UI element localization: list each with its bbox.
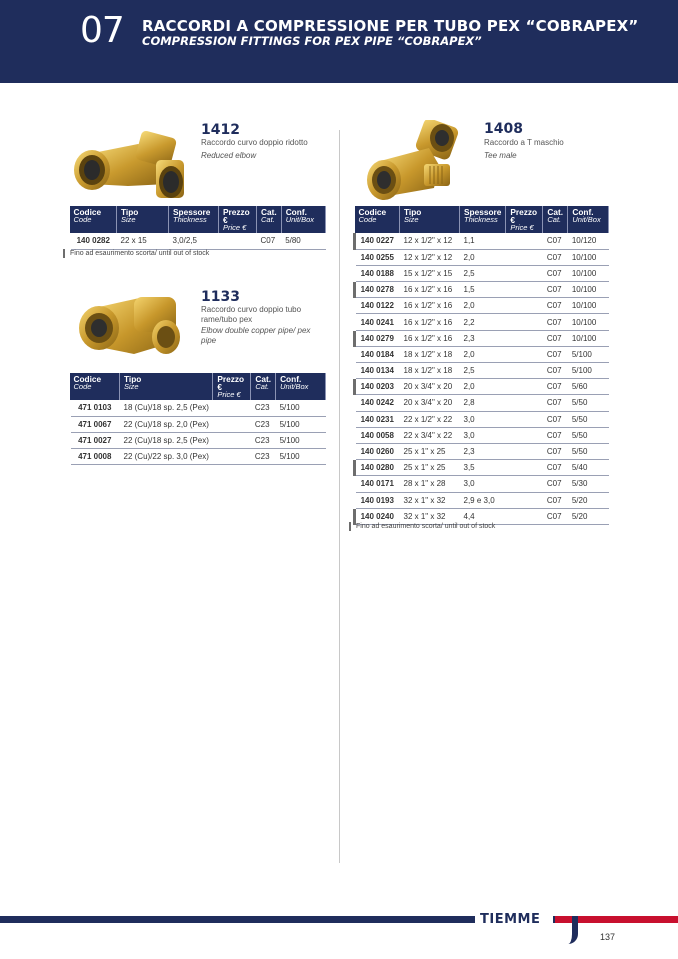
cell-size: 25 x 1" x 25 [400, 460, 460, 476]
cell-code: 471 0008 [70, 449, 120, 465]
cell-size: 22 (Cu)/22 sp. 3,0 (Pex) [120, 449, 213, 465]
brand-curve [556, 916, 578, 944]
cell-code: 140 0184 [355, 346, 400, 362]
cell-code: 140 0231 [355, 411, 400, 427]
table-row [70, 233, 326, 249]
col-header-size: Tipo Size [117, 206, 169, 233]
cell-size: 20 x 3/4" x 20 [400, 395, 460, 411]
cell-cat: C23 [251, 416, 276, 432]
cell-thickness: 2,5 [460, 265, 506, 281]
table-row [355, 395, 609, 411]
cell-box: 10/100 [568, 282, 609, 298]
col-header-code: Codice Code [70, 206, 117, 233]
cell-code: 140 0280 [355, 460, 400, 476]
cell-thickness: 2,0 [460, 346, 506, 362]
col-header-cat: Cat. Cat. [257, 206, 282, 233]
cell-cat: C07 [543, 443, 568, 459]
cell-box: 5/100 [276, 400, 326, 416]
cell-code: 471 0027 [70, 432, 120, 448]
cell-code: 140 0134 [355, 363, 400, 379]
col-header-box: Conf. Unit/Box [568, 206, 609, 233]
cell-size: 16 x 1/2" x 16 [400, 330, 460, 346]
cell-size: 20 x 3/4" x 20 [400, 379, 460, 395]
cell-size: 16 x 1/2" x 16 [400, 314, 460, 330]
table-row [355, 346, 609, 362]
cell-box: 10/100 [568, 330, 609, 346]
cell-thickness: 1,5 [460, 282, 506, 298]
col-header-size: Tipo Size [120, 373, 213, 400]
cell-price [506, 249, 543, 265]
cell-code: 140 0255 [355, 249, 400, 265]
cell-size: 22 (Cu)/18 sp. 2,0 (Pex) [120, 416, 213, 432]
table-row [355, 492, 609, 508]
cell-code: 140 0193 [355, 492, 400, 508]
cell-thickness: 3,0 [460, 476, 506, 492]
cell-code: 140 0278 [355, 282, 400, 298]
reduced-elbow-image [68, 124, 190, 202]
cell-price [506, 395, 543, 411]
product-table-1408 [353, 206, 609, 525]
cell-size: 22 x 15 [117, 233, 169, 249]
cell-price [213, 400, 251, 416]
cell-code: 140 0242 [355, 395, 400, 411]
cell-price [506, 233, 543, 249]
cell-size: 22 (Cu)/18 sp. 2,5 (Pex) [120, 432, 213, 448]
cell-code: 140 0122 [355, 298, 400, 314]
cell-price [219, 233, 257, 249]
table-row [355, 427, 609, 443]
cell-box: 10/100 [568, 249, 609, 265]
cell-price [506, 443, 543, 459]
cell-size: 18 (Cu)/18 sp. 2,5 (Pex) [120, 400, 213, 416]
product-description-en: Reduced elbow [201, 151, 257, 160]
cell-cat: C07 [543, 460, 568, 476]
cell-size: 16 x 1/2" x 16 [400, 298, 460, 314]
col-header-size: Tipo Size [400, 206, 460, 233]
cell-box: 5/30 [568, 476, 609, 492]
product-code: 1412 [201, 122, 240, 138]
cell-box: 10/100 [568, 314, 609, 330]
section-title-en: COMPRESSION FITTINGS FOR PEX PIPE “COBRAPEX” [142, 34, 482, 48]
cell-price [506, 346, 543, 362]
product-description-it: Raccordo a T maschio [484, 138, 564, 147]
column-divider [339, 130, 340, 863]
cell-code: 140 0279 [355, 330, 400, 346]
cell-cat: C07 [543, 233, 568, 249]
cell-box: 5/50 [568, 443, 609, 459]
cell-thickness: 3,0/2,5 [169, 233, 219, 249]
cell-code: 140 0203 [355, 379, 400, 395]
cell-price [506, 492, 543, 508]
cell-cat: C07 [543, 314, 568, 330]
cell-code: 140 0240 [355, 508, 400, 524]
table-header-row [70, 206, 326, 233]
table-row [355, 363, 609, 379]
cell-price [506, 411, 543, 427]
cell-size: 28 x 1" x 28 [400, 476, 460, 492]
cell-price [506, 265, 543, 281]
chapter-number: 07 [80, 10, 124, 51]
table-header-row [355, 206, 609, 233]
product-table-1133 [68, 373, 326, 465]
product-code: 1133 [201, 289, 240, 305]
cell-cat: C07 [543, 427, 568, 443]
cell-size: 15 x 1/2" x 15 [400, 265, 460, 281]
table-row [355, 298, 609, 314]
cell-box: 5/20 [568, 508, 609, 524]
cell-code: 140 0227 [355, 233, 400, 249]
table-row [355, 282, 609, 298]
col-header-code: Codice Code [355, 206, 400, 233]
table-row [355, 265, 609, 281]
cell-code: 140 0260 [355, 443, 400, 459]
cell-thickness: 2,9 e 3,0 [460, 492, 506, 508]
cell-thickness: 3,0 [460, 411, 506, 427]
cell-box: 5/20 [568, 492, 609, 508]
cell-cat: C07 [543, 379, 568, 395]
product-table-1412 [68, 206, 326, 250]
brand-logo: TIEMME [480, 912, 541, 927]
section-title-it: RACCORDI A COMPRESSIONE PER TUBO PEX “COBRAPEX” [142, 17, 639, 35]
stock-note: Fino ad esaurimento scorta/ until out of stock [349, 522, 495, 531]
col-header-thickness: Spessore Thickness [169, 206, 219, 233]
table-row [355, 379, 609, 395]
col-header-box: Conf. Unit/Box [276, 373, 326, 400]
product-description-en: Tee male [484, 151, 517, 160]
cell-size: 18 x 1/2" x 18 [400, 346, 460, 362]
cell-code: 471 0103 [70, 400, 120, 416]
cell-thickness: 3,5 [460, 460, 506, 476]
col-header-thickness: Spessore Thickness [460, 206, 506, 233]
cell-thickness: 1,1 [460, 233, 506, 249]
cell-price [506, 298, 543, 314]
cell-box: 5/100 [276, 416, 326, 432]
cell-cat: C07 [543, 330, 568, 346]
table-body-1408 [355, 233, 609, 524]
cell-size: 22 x 1/2" x 22 [400, 411, 460, 427]
table-header-row [70, 373, 326, 400]
cell-cat: C07 [543, 508, 568, 524]
cell-box: 10/120 [568, 233, 609, 249]
col-header-price: Prezzo € Price € [506, 206, 543, 233]
table-row [70, 449, 326, 465]
cell-box: 5/60 [568, 379, 609, 395]
cell-price [213, 449, 251, 465]
table-row [355, 476, 609, 492]
cell-code: 140 0188 [355, 265, 400, 281]
cell-thickness: 2,3 [460, 443, 506, 459]
cell-size: 18 x 1/2" x 18 [400, 363, 460, 379]
col-header-code: Codice Code [70, 373, 120, 400]
cell-price [506, 379, 543, 395]
cell-thickness: 2,0 [460, 249, 506, 265]
table-row [70, 400, 326, 416]
table-row [355, 233, 609, 249]
cell-cat: C07 [543, 411, 568, 427]
cell-box: 5/100 [568, 346, 609, 362]
cell-code: 140 0058 [355, 427, 400, 443]
cell-price [213, 416, 251, 432]
cell-box: 5/50 [568, 411, 609, 427]
cell-size: 16 x 1/2" x 16 [400, 282, 460, 298]
cell-box: 5/50 [568, 395, 609, 411]
product-description-it: Raccordo curvo doppio tubo rame/tubo pex [201, 305, 302, 324]
table-row [355, 249, 609, 265]
cell-size: 12 x 1/2" x 12 [400, 249, 460, 265]
col-header-price: Prezzo € Price € [213, 373, 251, 400]
cell-size: 12 x 1/2" x 12 [400, 233, 460, 249]
cell-thickness: 2,3 [460, 330, 506, 346]
cell-size: 32 x 1" x 32 [400, 492, 460, 508]
cell-thickness: 2,5 [460, 363, 506, 379]
col-header-box: Conf. Unit/Box [281, 206, 325, 233]
cell-cat: C07 [543, 476, 568, 492]
cell-cat: C07 [543, 363, 568, 379]
cell-box: 5/80 [281, 233, 325, 249]
cell-box: 10/100 [568, 265, 609, 281]
cell-size: 32 x 1" x 32 [400, 508, 460, 524]
cell-box: 5/100 [276, 432, 326, 448]
product-code: 1408 [484, 121, 523, 137]
cell-code: 471 0067 [70, 416, 120, 432]
cell-cat: C07 [543, 492, 568, 508]
cell-price [213, 432, 251, 448]
cell-cat: C23 [251, 449, 276, 465]
cell-cat: C07 [543, 249, 568, 265]
cell-price [506, 460, 543, 476]
cell-thickness: 3,0 [460, 427, 506, 443]
cell-price [506, 427, 543, 443]
table-row [355, 411, 609, 427]
cell-box: 5/100 [568, 363, 609, 379]
table-row [70, 416, 326, 432]
cell-price [506, 476, 543, 492]
table-row [355, 460, 609, 476]
cell-cat: C07 [543, 395, 568, 411]
cell-size: 25 x 1" x 25 [400, 443, 460, 459]
col-header-price: Prezzo € Price € [219, 206, 257, 233]
copper-pex-elbow-image [74, 292, 184, 362]
cell-size: 22 x 3/4" x 22 [400, 427, 460, 443]
cell-code: 140 0241 [355, 314, 400, 330]
cell-cat: C07 [543, 298, 568, 314]
page-number: 137 [600, 932, 616, 942]
product-description-it: Raccordo curvo doppio ridotto [201, 138, 308, 147]
cell-price [506, 363, 543, 379]
cell-price [506, 314, 543, 330]
cell-thickness: 2,0 [460, 298, 506, 314]
cell-code: 140 0282 [70, 233, 117, 249]
table-row [355, 330, 609, 346]
cell-cat: C07 [257, 233, 282, 249]
cell-price [506, 330, 543, 346]
cell-cat: C23 [251, 400, 276, 416]
page-header [0, 0, 678, 83]
cell-thickness: 2,2 [460, 314, 506, 330]
cell-price [506, 282, 543, 298]
col-header-cat: Cat. Cat. [251, 373, 276, 400]
cell-cat: C07 [543, 282, 568, 298]
table-row [355, 443, 609, 459]
footer-bar [0, 916, 555, 923]
cell-cat: C07 [543, 346, 568, 362]
cell-box: 5/50 [568, 427, 609, 443]
table-body-1133 [70, 400, 326, 465]
cell-box: 5/40 [568, 460, 609, 476]
cell-thickness: 2,8 [460, 395, 506, 411]
cell-box: 5/100 [276, 449, 326, 465]
tee-male-image [364, 120, 464, 204]
col-header-cat: Cat. Cat. [543, 206, 568, 233]
cell-cat: C23 [251, 432, 276, 448]
product-description-en: Elbow double copper pipe/ pex pipe [201, 326, 311, 345]
table-row [70, 432, 326, 448]
stock-note: Fino ad esaurimento scorta/ until out of stock [63, 249, 209, 258]
table-row [355, 314, 609, 330]
cell-thickness: 4,4 [460, 508, 506, 524]
cell-box: 10/100 [568, 298, 609, 314]
cell-code: 140 0171 [355, 476, 400, 492]
cell-thickness: 2,0 [460, 379, 506, 395]
cell-price [506, 508, 543, 524]
cell-cat: C07 [543, 265, 568, 281]
